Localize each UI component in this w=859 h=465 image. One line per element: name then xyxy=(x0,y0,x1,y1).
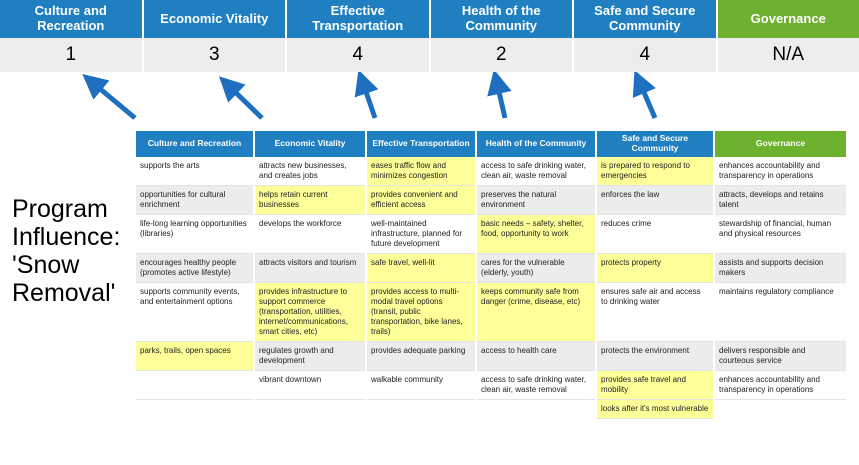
scorecard-header-economic-vitality: Economic Vitality xyxy=(144,0,288,38)
table-row xyxy=(136,157,846,186)
matrix-cell: reduces crime xyxy=(596,214,714,253)
matrix-cell: access to safe drinking water, clean air, waste removal xyxy=(476,157,596,186)
matrix-cell: well-maintained infrastructure, planned for future development xyxy=(366,214,476,253)
matrix-cell: attracts, develops and retains talent xyxy=(714,185,846,214)
matrix-cell: provides convenient and efficient access xyxy=(366,185,476,214)
matrix-cell: attracts new businesses, and creates jobs xyxy=(254,157,366,186)
scorecard-header-row xyxy=(0,0,859,38)
matrix-cell: provides safe travel and mobility xyxy=(596,370,714,399)
matrix-cell xyxy=(254,399,366,418)
scorecard-header-effective-transportation: Effective Transportation xyxy=(287,0,431,38)
table-row xyxy=(136,282,846,341)
matrix-header-culture-and-recreation: Culture and Recreation xyxy=(136,131,254,157)
matrix-cell: delivers responsible and courteous service xyxy=(714,341,846,370)
table-row xyxy=(136,341,846,370)
scorecard-header-culture-and-recreation: Culture and Recreation xyxy=(0,0,144,38)
score-governance: N/A xyxy=(772,44,805,65)
matrix-cell: attracts visitors and tourism xyxy=(254,253,366,282)
score-economic-vitality: 3 xyxy=(144,38,288,72)
table-row xyxy=(136,214,846,253)
matrix-cell: walkable community xyxy=(366,370,476,399)
matrix-cell xyxy=(714,399,846,418)
matrix-cell: eases traffic flow and minimizes congestion xyxy=(366,157,476,186)
matrix-cell: enhances accountability and transparency in operations xyxy=(714,370,846,399)
matrix-header-row xyxy=(136,131,846,157)
scorecard-strip xyxy=(0,0,859,72)
matrix-cell: preserves the natural environment xyxy=(476,185,596,214)
matrix-cell: assists and supports decision makers xyxy=(714,253,846,282)
arrows-layer xyxy=(0,72,859,132)
matrix-cell: provides adequate parking xyxy=(366,341,476,370)
matrix-cell: maintains regulatory compliance xyxy=(714,282,846,341)
matrix-cell: parks, trails, open spaces xyxy=(136,341,254,370)
score-health-of-the-community: 2 xyxy=(431,38,575,72)
matrix-cell: vibrant downtown xyxy=(254,370,366,399)
matrix-cell: protects property xyxy=(596,253,714,282)
matrix-cell xyxy=(476,399,596,418)
matrix-cell: supports community events, and entertainment options xyxy=(136,282,254,341)
matrix-cell: safe travel, well-lit xyxy=(366,253,476,282)
matrix-cell: provides access to multi-modal travel options (transit, public transportation, bike lanes, trails) xyxy=(366,282,476,341)
program-influence-matrix xyxy=(136,131,846,419)
matrix-cell: provides infrastructure to support commerce (transportation, utilities, internet/communications, smart cities, etc) xyxy=(254,282,366,341)
matrix-cell: basic needs – safety, shelter, food, opportunity to work xyxy=(476,214,596,253)
matrix-cell: ensures safe air and access to drinking water xyxy=(596,282,714,341)
matrix-cell: keeps community safe from danger (crime, disease, etc) xyxy=(476,282,596,341)
matrix-header-economic-vitality: Economic Vitality xyxy=(254,131,366,157)
matrix-cell xyxy=(366,399,476,418)
matrix-cell: encourages healthy people (promotes active lifestyle) xyxy=(136,253,254,282)
scorecard-header-safe-and-secure-community: Safe and Secure Community xyxy=(574,0,718,38)
scorecard-header-health-of-the-community: Health of the Community xyxy=(431,0,575,38)
table-row xyxy=(136,253,846,282)
matrix-cell: helps retain current businesses xyxy=(254,185,366,214)
matrix-cell: opportunities for cultural enrichment xyxy=(136,185,254,214)
scorecard-score-row xyxy=(0,38,859,72)
arrow-safe-and-secure-community xyxy=(640,83,655,118)
matrix-cell: enforces the law xyxy=(596,185,714,214)
arrow-economic-vitality xyxy=(229,86,262,118)
matrix-header-governance: Governance xyxy=(714,131,846,157)
scorecard-header-governance: Governance xyxy=(718,0,859,38)
matrix-cell: life-long learning opportunities (libraries) xyxy=(136,214,254,253)
matrix-cell: develops the workforce xyxy=(254,214,366,253)
matrix-header-health-of-the-community: Health of the Community xyxy=(476,131,596,157)
arrow-culture-and-recreation xyxy=(93,83,135,118)
matrix-header-effective-transportation: Effective Transportation xyxy=(366,131,476,157)
table-row xyxy=(136,370,846,399)
matrix-cell: regulates growth and development xyxy=(254,341,366,370)
matrix-cell: looks after it's most vulnerable xyxy=(596,399,714,418)
matrix-cell: is prepared to respond to emergencies xyxy=(596,157,714,186)
matrix-cell: access to safe drinking water, clean air, waste removal xyxy=(476,370,596,399)
matrix-cell: cares for the vulnerable (elderly, youth) xyxy=(476,253,596,282)
matrix-cell: access to health care xyxy=(476,341,596,370)
matrix-cell: protects the environment xyxy=(596,341,714,370)
score-effective-transportation: 4 xyxy=(287,38,431,72)
matrix-cell: stewardship of financial, human and physical resources xyxy=(714,214,846,253)
matrix-header-safe-and-secure-community: Safe and Secure Community xyxy=(596,131,714,157)
arrow-health-of-the-community xyxy=(497,83,505,118)
score-culture-and-recreation: 1 xyxy=(0,38,144,72)
matrix-cell: enhances accountability and transparency in operations xyxy=(714,157,846,186)
table-row xyxy=(136,185,846,214)
arrow-effective-transportation xyxy=(363,83,375,118)
program-influence-caption: Program Influence: 'Snow Removal' xyxy=(12,195,121,307)
score-safe-and-secure-community: 4 xyxy=(574,38,718,72)
matrix-cell xyxy=(136,399,254,418)
matrix-cell: supports the arts xyxy=(136,157,254,186)
matrix-cell xyxy=(136,370,254,399)
table-row xyxy=(136,399,846,418)
